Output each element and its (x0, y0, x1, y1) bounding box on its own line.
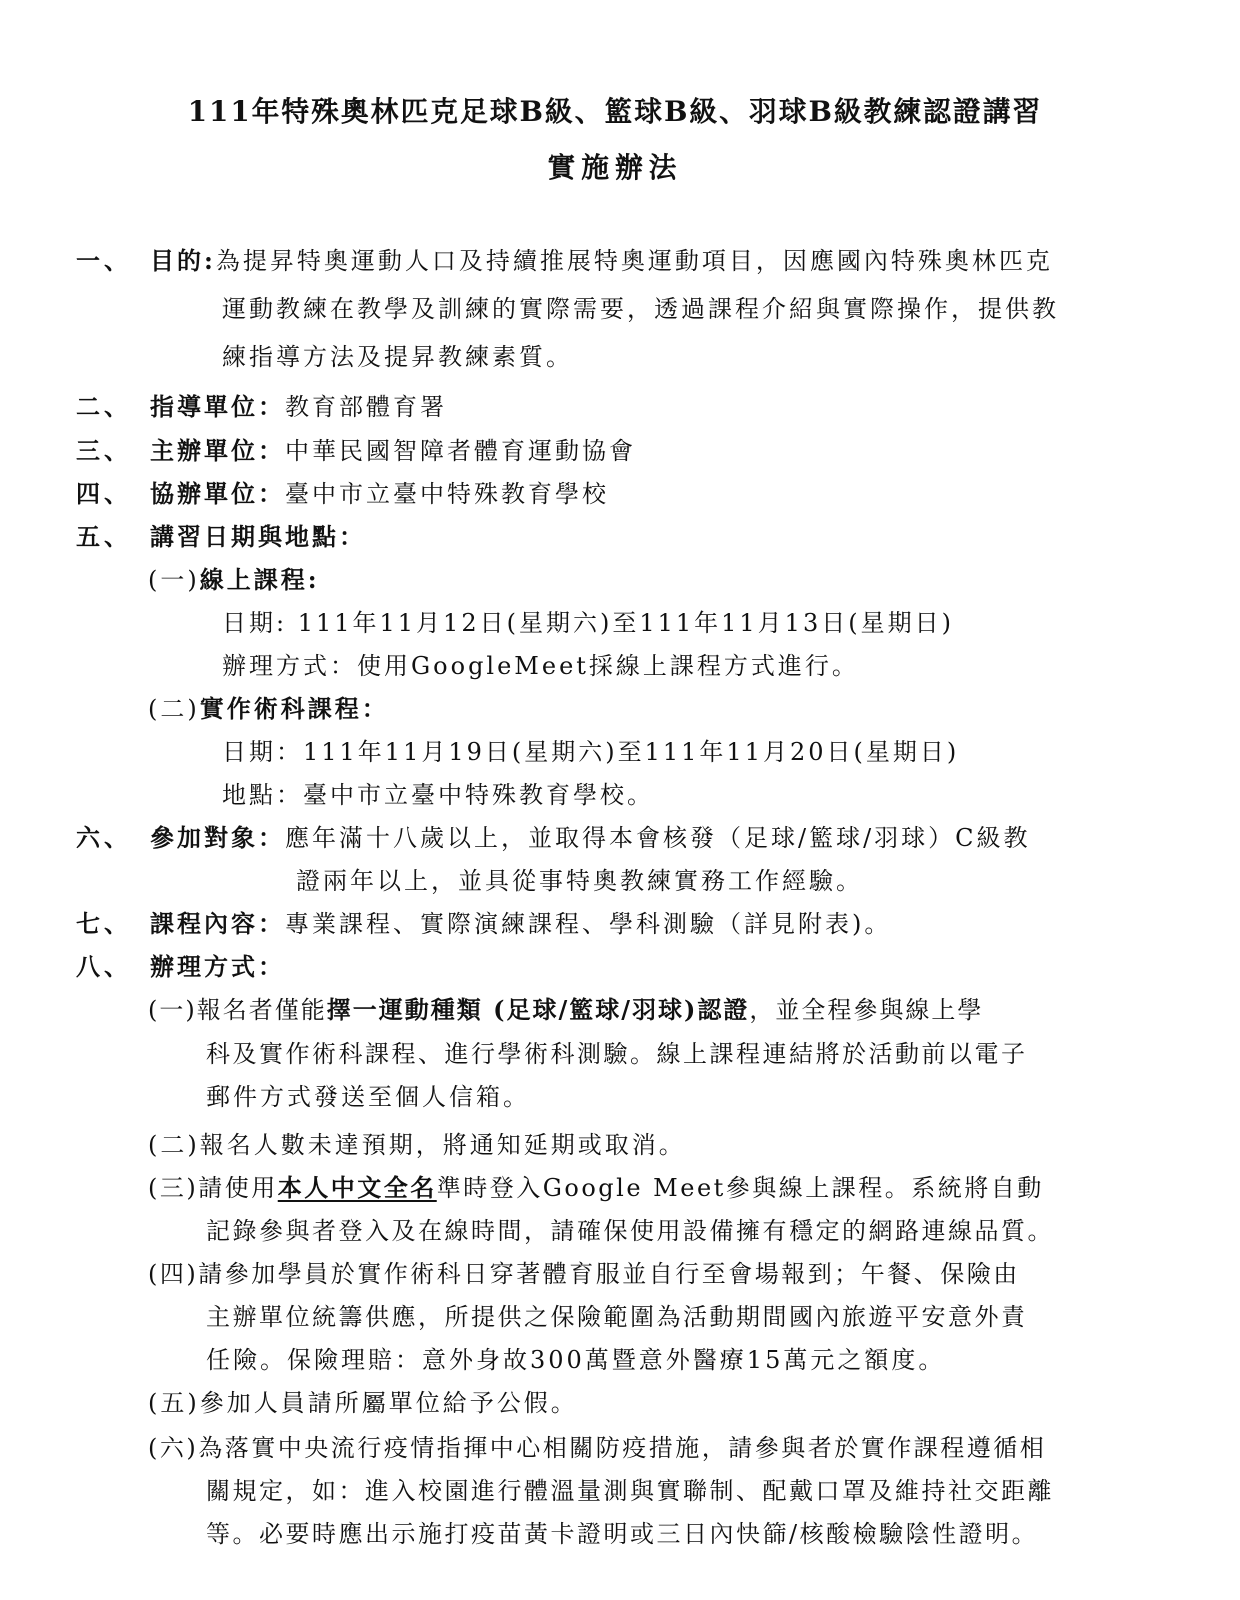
section-5-sub-2-heading (148, 694, 389, 724)
section-8-label: 辦理方式： (150, 952, 285, 981)
section-6-text-2: 證兩年以上，並具從事特奧教練實務工作經驗。 (296, 867, 863, 895)
item-3-post: 準時登入Google Meet參與線上課程。系統將自動 (436, 1174, 1044, 1202)
item-4-line-3: 任險。保險理賠：意外身故300萬暨意外醫療15萬元之額度。 (206, 1346, 946, 1374)
item-1-bold: 擇一運動種類 (足球/籃球/羽球)認證 (326, 995, 750, 1024)
item-4-number: (四) (148, 1260, 199, 1288)
section-1-text-3: 練指導方法及提昇教練素質。 (222, 343, 573, 371)
section-1-number: 一、 (76, 246, 132, 275)
section-5-sub-1-label: 線上課程: (199, 565, 320, 594)
section-4-label: 協辦單位： (150, 479, 285, 508)
item-2-number: (二) (148, 1131, 200, 1159)
section-6-line-1 (150, 823, 1031, 853)
item-4-text-1: 請參加學員於實作術科日穿著體育服並自行至會場報到；午餐、保險由 (198, 1260, 1020, 1288)
section-8-number: 八、 (76, 952, 132, 981)
item-6-number: (六) (148, 1434, 199, 1462)
item-5-number: (五) (148, 1389, 200, 1417)
section-3-label: 主辦單位： (150, 436, 285, 465)
item-3-line-1 (148, 1173, 1044, 1203)
item-3-bold: 本人中文全名 (277, 1173, 437, 1202)
section-4-number: 四、 (76, 479, 132, 508)
section-1-label: 目的: (150, 246, 216, 275)
practical-course-date: 日期：111年11月19日(星期六)至111年11月20日(星期日) (222, 738, 960, 766)
document-subtitle: 實施辦法 (547, 151, 683, 184)
item-1-post: ，並全程參與線上學 (749, 996, 984, 1024)
item-3-line-2: 記錄參與者登入及在線時間，請確保使用設備擁有穩定的網路連線品質。 (206, 1217, 1054, 1245)
document-title: 111年特殊奧林匹克足球B級、籃球B級、羽球B級教練認證講習 (187, 95, 1043, 128)
section-5-sub-1-heading (148, 565, 320, 595)
section-7-line (150, 909, 891, 939)
section-3-text: 中華民國智障者體育運動協會 (285, 437, 636, 465)
item-6-text-1: 為落實中央流行疫情指揮中心相關防疫措施，請參與者於實作課程遵循相 (198, 1434, 1047, 1462)
item-4-line-1 (148, 1259, 1020, 1289)
section-5-sub-1-number: (一) (148, 566, 200, 594)
section-6-number: 六、 (76, 823, 132, 852)
section-3-number: 三、 (76, 436, 132, 465)
item-3-number: (三) (148, 1174, 199, 1202)
section-1-line-1 (150, 246, 1053, 276)
section-7-label: 課程內容： (150, 909, 285, 938)
item-6-line-3: 等。必要時應出示施打疫苗黃卡證明或三日內快篩/核酸檢驗陰性證明。 (206, 1520, 1039, 1548)
item-1-number: (一) (148, 996, 197, 1024)
section-6-label: 參加對象： (150, 823, 285, 852)
item-4-line-2: 主辦單位統籌供應，所提供之保險範圍為活動期間國內旅遊平安意外責 (206, 1303, 1028, 1331)
item-5-line (148, 1388, 578, 1418)
section-5-sub-2-number: (二) (148, 695, 200, 723)
section-2-label: 指導單位： (150, 392, 285, 421)
section-4-line (150, 479, 609, 509)
section-1-text-1: 為提昇特奧運動人口及持續推展特奧運動項目，因應國內特殊奧林匹克 (215, 247, 1053, 275)
section-4-text: 臺中市立臺中特殊教育學校 (285, 480, 609, 508)
item-2-text: 報名人數未達預期，將通知延期或取消。 (199, 1131, 686, 1159)
item-6-line-2: 關規定，如：進入校園進行體溫量測與實聯制、配戴口罩及維持社交距離 (206, 1477, 1054, 1505)
section-7-number: 七、 (76, 909, 132, 938)
section-2-line (150, 392, 447, 422)
item-3-pre: 請使用 (198, 1174, 278, 1202)
item-2-line (148, 1130, 686, 1160)
online-course-date: 日期: 111年11月12日(星期六)至111年11月13日(星期日) (222, 609, 954, 637)
section-5-number: 五、 (76, 522, 132, 551)
item-5-text: 參加人員請所屬單位給予公假。 (199, 1389, 578, 1417)
section-5-label: 講習日期與地點： (150, 522, 366, 551)
item-6-line-1 (148, 1433, 1046, 1463)
online-course-method: 辦理方式：使用GoogleMeet採線上課程方式進行。 (222, 652, 859, 680)
section-3-line (150, 436, 636, 466)
item-1-line-2: 科及實作術科課程、進行學術科測驗。線上課程連結將於活動前以電子 (206, 1040, 1028, 1068)
practical-course-place: 地點：臺中市立臺中特殊教育學校。 (222, 781, 654, 809)
section-6-text-1: 應年滿十八歲以上，並取得本會核發（足球/籃球/羽球）C級教 (285, 824, 1031, 852)
section-7-text: 專業課程、實際演練課程、學科測驗（詳見附表)。 (285, 910, 892, 938)
item-1-line-3: 郵件方式發送至個人信箱。 (206, 1083, 530, 1111)
section-2-number: 二、 (76, 392, 132, 421)
section-5-sub-2-label: 實作術科課程： (199, 694, 389, 723)
item-1-pre: 報名者僅能 (196, 996, 327, 1024)
section-2-text: 教育部體育署 (285, 393, 447, 421)
section-1-text-2: 運動教練在教學及訓練的實際需要，透過課程介紹與實際操作，提供教 (222, 295, 1059, 323)
item-1-line-1 (148, 995, 983, 1025)
